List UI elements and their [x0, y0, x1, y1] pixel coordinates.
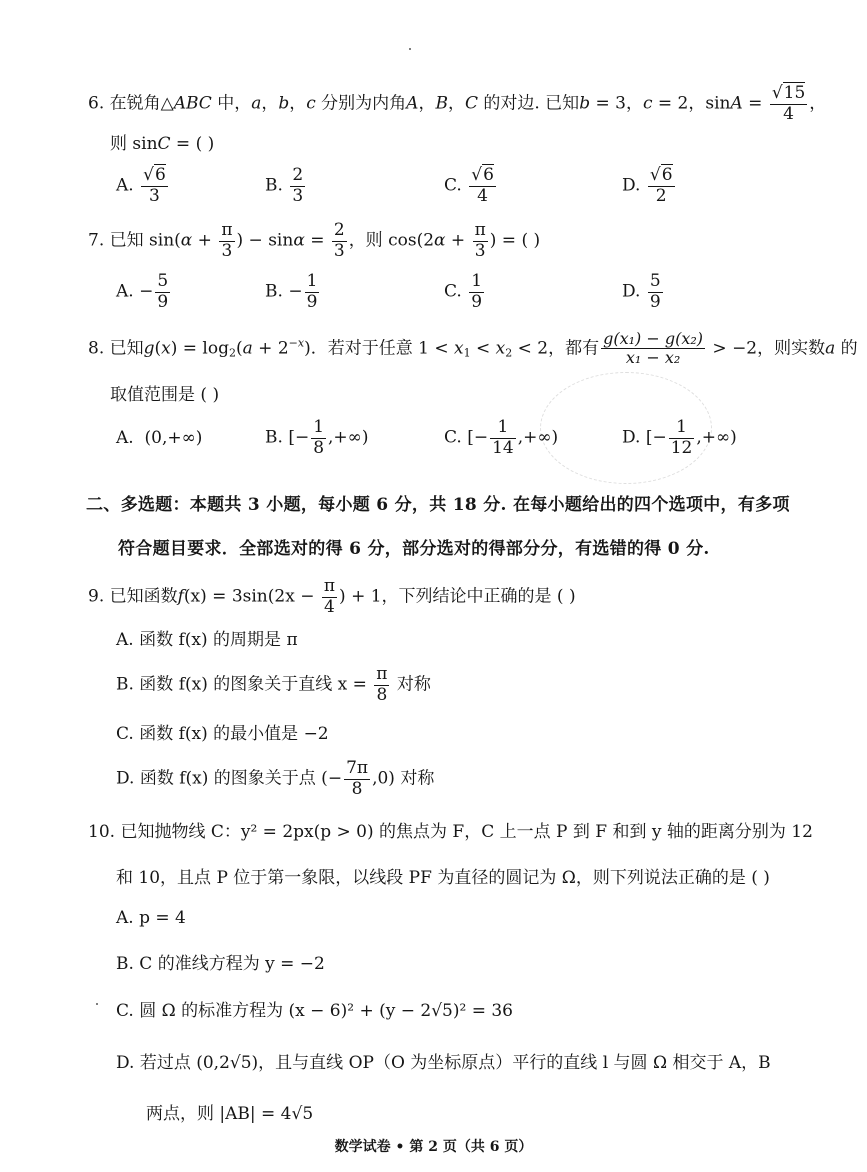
q8-option-b[interactable]: B. [− $\frac{1}{8}$ ,+∞): [265, 417, 369, 458]
q8-option-d[interactable]: D. [− $\frac{1}{12}$ ,+∞): [622, 417, 737, 458]
q10-stem-line2: 和 10，且点 P 位于第一象限，以线段 PF 为直径的圆记为 Ω，则下列说法正确的是 ( ): [116, 868, 770, 888]
q10-option-a[interactable]: A. p = 4: [116, 908, 186, 928]
q6-stem-line1: 6. 在锐角△ABC 中，a，b，c 分别为内角A，B，C 的对边. 已知b = 3，c = 2，sinA = $\frac{√15}{4}$ ，: [88, 83, 827, 124]
q6-option-a[interactable]: A. $\frac{√6}{3}$: [116, 165, 166, 206]
q6-option-c[interactable]: C. $\frac{√6}{4}$: [444, 165, 494, 206]
q9-option-d[interactable]: D. 函数 f(x) 的图象关于点 (− $\frac{7\pi}{8}$ ,0) 对称: [116, 758, 435, 799]
section2-header-line1: 二、多选题：本题共 3 小题，每小题 6 分，共 18 分. 在每小题给出的四个选项中，有多项: [86, 495, 790, 515]
section2-header-line2: 符合题目要求．全部选对的得 6 分，部分选对的得部分分，有选错的得 0 分.: [118, 539, 710, 559]
scan-speck: [409, 48, 411, 50]
q9-stem: 9. 已知函数f(x) = 3sin(2x − $\frac{\pi}{4}$ ) + 1，下列结论中正确的是 ( ): [88, 576, 576, 617]
q9-option-c[interactable]: C. 函数 f(x) 的最小值是 −2: [116, 724, 329, 744]
q9-option-b[interactable]: B. 函数 f(x) 的图象关于直线 x = $\frac{\pi}{8}$ 对称: [116, 664, 431, 705]
page-footer: 数学试卷 • 第 2 页（共 6 页）: [334, 1139, 533, 1155]
q8-option-c[interactable]: C. [− $\frac{1}{14}$ ,+∞): [444, 417, 559, 458]
q6-option-d[interactable]: D. $\frac{√6}{2}$: [622, 165, 673, 206]
q8-option-a[interactable]: A. (0,+∞): [116, 428, 203, 448]
q6-stem-line2: 则 sinC = ( ): [110, 134, 215, 154]
sinA-fraction: $\frac{√15}{4}$: [771, 83, 806, 124]
q10-stem-line1: 10. 已知抛物线 C：y² = 2px(p > 0) 的焦点为 F，C 上一点 P 到 F 和到 y 轴的距离分别为 12: [88, 822, 813, 842]
q7-option-d[interactable]: D. $\frac{5}{9}$: [622, 271, 661, 312]
q6-option-b[interactable]: B. $\frac{2}{3}$: [265, 165, 304, 206]
q8-stem-line2: 取值范围是 ( ): [110, 385, 220, 405]
q10-option-d-line2: 两点，则 |AB| = 4√5: [146, 1104, 314, 1124]
q10-option-c[interactable]: C. 圆 Ω 的标准方程为 (x − 6)² + (y − 2√5)² = 36: [116, 1001, 513, 1021]
q7-option-c[interactable]: C. $\frac{1}{9}$: [444, 271, 483, 312]
q7-option-a[interactable]: A. − $\frac{5}{9}$: [116, 271, 169, 312]
q9-option-a[interactable]: A. 函数 f(x) 的周期是 π: [116, 630, 298, 650]
scan-speck: [96, 1003, 98, 1005]
q10-option-d-line1[interactable]: D. 若过点 (0,2√5)，且与直线 OP（O 为坐标原点）平行的直线 l 与圆 Ω 相交于 A，B: [116, 1053, 771, 1073]
q8-stem-line1: 8. 已知$g(x) = \log_2(a + 2^{-x})$．若对于任意 $1 < x_1 < x_2 < 2$，都有 $\frac{\text{g(x₁) − g(x₂)}}{\text{x₁ − x₂}}$ > −2，则实数a 的: [88, 329, 858, 368]
q7-stem: 7. 已知 sin(α + $\frac{\pi}{3}$ ) − sinα = $\frac{2}{3}$ ，则 cos(2α + $\frac{\pi}{3}$ ) = ( ): [88, 220, 541, 261]
q10-option-b[interactable]: B. C 的准线方程为 y = −2: [116, 954, 325, 974]
q7-option-b[interactable]: B. − $\frac{1}{9}$: [265, 271, 318, 312]
